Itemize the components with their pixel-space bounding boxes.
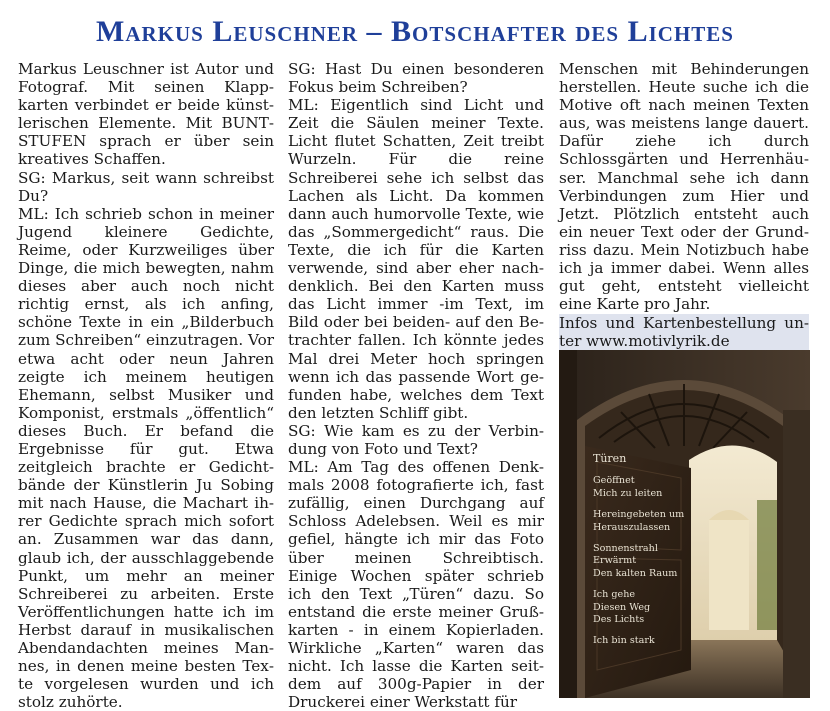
article-title: Markus Leuschner – Botschafter des Lichtes <box>96 15 734 48</box>
answer-3-part-2: Menschen mit Behinderungen herstellen. Heute suche ich die Motive oft nach meinen Texten aus, was meistens lange dauert. Dafür ziehe ich durch Schlossgärten und Herrenhäuser. Manchmal sehe ich dann Verbindungen zum Hier und Jetzt. Plötzlich entsteht auch ein neuer Text oder der Grundriss dazu. Mein Notizbuch habe ich ja immer dabei. Wenn alles gut geht, entsteht vielleicht eine Karte pro Jahr. <box>559 60 809 314</box>
question-3: SG: Wie kam es zu der Verbindung von Foto und Text? <box>288 421 544 458</box>
poem-stanza <box>593 509 733 534</box>
poem-line: Erwärmt <box>593 555 637 567</box>
card-photo <box>559 350 810 698</box>
poem-line: Ich bin stark <box>593 635 655 647</box>
poem-line: Des Lichts <box>593 614 645 626</box>
poem-line: Sonnenstrahl <box>593 543 658 555</box>
poem-line: Herauszulassen <box>593 521 671 533</box>
poem-line: Den kalten Raum <box>593 567 678 579</box>
question-2: SG: Hast Du einen besonderen Fokus beim Schreiben? <box>288 60 544 97</box>
answer-3-part-1: ML: Am Tag des offenen Denkmals 2008 fotografierte ich, fast zufällig, einen Durchgang auf Schloss Adelebsen. Weil es mir gefiel, hängte ich mir das Foto über meinen Schreibtisch. Einige Wochen später schrieb ich den Text „Türen“ dazu. So entstand die erste meiner Grußkarten - in einem Kopierladen. Wirkliche „Karten“ waren das nicht. Ich lasse die Karten seitdem auf 300g-Papier in der Druckerei einer Werkstatt für <box>288 458 544 711</box>
poem-stanza <box>593 475 733 500</box>
column-1 <box>18 60 274 711</box>
poem-line: Diesen Weg <box>593 601 651 613</box>
answer-2: ML: Eigentlich sind Licht und Zeit die Säulen meiner Texte. Licht flutet Schatten, Zeit treibt Wurzeln. Für die reine Schreiberei sehe ich selbst das Lachen als Licht. Da kommen dann auch humorvolle Texte, wie das „Sommergedicht“ raus. Die Texte, die ich für die Karten verwende, sind aber eher nachdenklich. Bei den Karten muss das Licht immer -im Text, im Bild oder bei beiden- auf den Betrachter fallen. Ich könnte jedes Mal drei Meter hoch springen wenn ich das passende Wort gefunden habe, welches dem Text den letzten Schliff gibt. <box>288 96 544 422</box>
poem-overlay <box>593 453 733 657</box>
poem-title: Türen <box>593 452 627 465</box>
poem-stanza <box>593 589 733 626</box>
poem-stanza <box>593 543 733 580</box>
info-link[interactable]: Infos und Kartenbestellung unter www.motivlyrik.de <box>559 314 809 351</box>
poem-line: Ich gehe <box>593 589 636 601</box>
column-3 <box>559 60 809 351</box>
poem-line: Mich zu leiten <box>593 487 663 499</box>
column-2 <box>288 60 544 711</box>
question-1: SG: Markus, seit wann schreibst Du? <box>18 168 274 205</box>
poem-line: Geöffnet <box>593 475 635 487</box>
intro-paragraph: Markus Leuschner ist Autor und Fotograf. Mit seinen Klappkarten verbindet er beide künstlerischen Elemente. Mit BUNTSTUFEN sprach er über sein kreatives Schaffen. <box>18 60 274 169</box>
poem-stanza <box>593 635 733 647</box>
poem-line: Hereingebeten um <box>593 509 685 521</box>
answer-1: ML: Ich schrieb schon in meiner Jugend kleinere Gedichte, Reime, oder Kurzweiliges über Dinge, die mich bewegten, nahm dieses aber auch noch nicht richtig ernst, als ich anfing, schöne Texte in ein „Bilderbuch zum Schreiben“ einzutragen. Vor etwa acht oder neun Jahren zeigte ich meinem heutigen Ehemann, selbst Musiker und Komponist, erstmals „öffentlich“ dieses Buch. Er befand die Ergebnisse für gut. Etwa zeitgleich brachte er Gedichtbände der Künstlerin Ju Sobing mit nach Hause, die Machart ihrer Gedichte sprach mich sofort an. Zusammen war das dann, glaub ich, der ausschlaggebende Punkt, um mehr an meiner Schreiberei zu arbeiten. Erste Veröffentlichungen hatte ich im Herbst darauf in musikalischen Abendandachten meines Mannes, in denen meine besten Texte vorgelesen wurden und ich stolz zuhörte. <box>18 204 274 711</box>
